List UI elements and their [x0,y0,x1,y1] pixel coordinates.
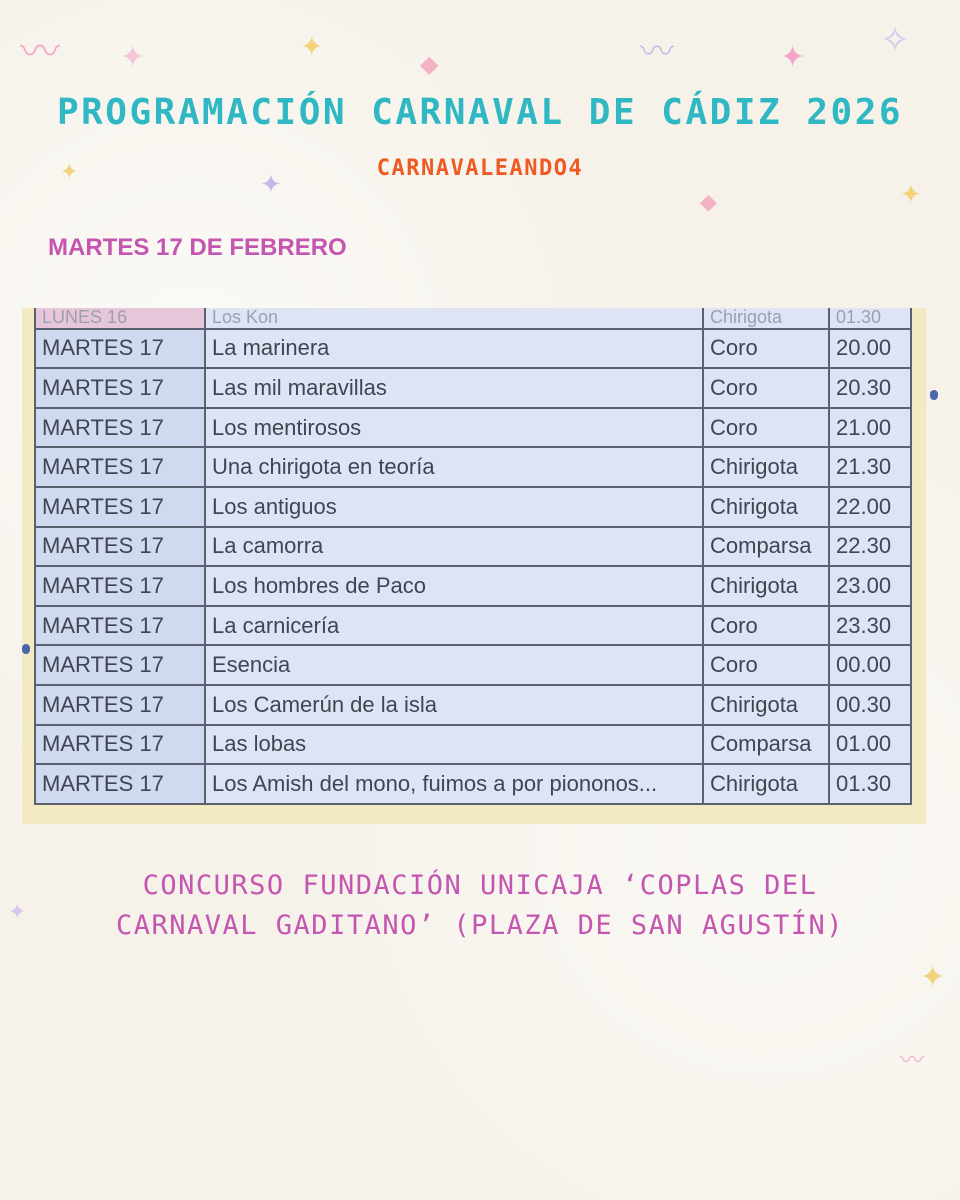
cell-time: 21.00 [829,408,911,448]
table-row [35,447,911,487]
cell-day: MARTES 17 [35,447,205,487]
table-row [35,645,911,685]
confetti-decoration: ✦ [900,180,922,210]
cell-name: Las lobas [205,725,703,765]
confetti-decoration: ◆ [420,50,439,78]
cell-day: MARTES 17 [35,645,205,685]
cell-name: Los Kon [205,308,703,329]
table-row [35,725,911,765]
cell-modality: Coro [703,329,829,369]
cell-day: MARTES 17 [35,566,205,606]
cell-time: 20.00 [829,329,911,369]
cell-modality: Coro [703,408,829,448]
table-row-cropped [35,308,911,329]
footer-caption [0,866,960,946]
cell-name: La camorra [205,527,703,567]
cell-modality: Chirigota [703,764,829,804]
cell-name: Una chirigota en teoría [205,447,703,487]
cell-time: 22.00 [829,487,911,527]
table-row [35,685,911,725]
cell-day: MARTES 17 [35,606,205,646]
confetti-decoration: ✦ [8,900,27,925]
confetti-decoration: ✦ [300,30,324,63]
cell-modality: Chirigota [703,447,829,487]
cell-name: Las mil maravillas [205,368,703,408]
cell-time: 20.30 [829,368,911,408]
cell-name: Los mentirosos [205,408,703,448]
cell-time: 01.30 [829,308,911,329]
table-row [35,566,911,606]
cell-day: MARTES 17 [35,764,205,804]
table-row [35,487,911,527]
cell-name: La carnicería [205,606,703,646]
schedule-table [34,308,912,805]
footer-line-1: CONCURSO FUNDACIÓN UNICAJA ‘COPLAS DEL [142,870,818,901]
cell-time: 01.00 [829,725,911,765]
footer-line-2: CARNAVAL GADITANO’ (PLAZA DE SAN AGUSTÍN) [116,910,844,941]
cell-name: La marinera [205,329,703,369]
cell-time: 21.30 [829,447,911,487]
cell-time: 22.30 [829,527,911,567]
cell-day: MARTES 17 [35,527,205,567]
table-row [35,606,911,646]
cell-modality: Comparsa [703,527,829,567]
cell-name: Los Camerún de la isla [205,685,703,725]
table-row [35,368,911,408]
cell-modality: Chirigota [703,685,829,725]
cell-name: Los antiguos [205,487,703,527]
cell-name: Los Amish del mono, fuimos a por piononos... [205,764,703,804]
cell-day: MARTES 17 [35,329,205,369]
cell-day: MARTES 17 [35,408,205,448]
date-heading: MARTES 17 DE FEBRERO [48,234,347,261]
page-subtitle: CARNAVALEANDO4 [376,156,584,181]
cell-modality: Comparsa [703,725,829,765]
cell-day: LUNES 16 [35,308,205,329]
cell-name: Esencia [205,645,703,685]
cell-day: MARTES 17 [35,685,205,725]
cell-day: MARTES 17 [35,725,205,765]
confetti-decoration: ✦ [780,40,806,75]
cell-day: MARTES 17 [35,368,205,408]
left-edge-marker [22,644,30,654]
cell-time: 01.30 [829,764,911,804]
right-edge-marker [930,390,938,400]
confetti-decoration: ✦ [60,160,79,185]
table-row [35,329,911,369]
confetti-decoration: 〰 [640,32,674,72]
cell-modality: Chirigota [703,566,829,606]
confetti-decoration: ✦ [920,960,946,995]
cell-time: 00.30 [829,685,911,725]
table-row [35,764,911,804]
cell-modality: Chirigota [703,487,829,527]
cell-modality: Coro [703,606,829,646]
cell-modality: Coro [703,645,829,685]
confetti-decoration: ✦ [260,170,282,200]
table-row [35,527,911,567]
cell-name: Los hombres de Paco [205,566,703,606]
page-title: PROGRAMACIÓN CARNAVAL DE CÁDIZ 2026 [56,92,904,133]
cell-time: 00.00 [829,645,911,685]
cell-time: 23.00 [829,566,911,606]
confetti-decoration: ✦ [120,40,146,75]
confetti-decoration: ✧ [880,20,911,61]
confetti-decoration: ◆ [700,190,717,215]
cell-time: 23.30 [829,606,911,646]
confetti-decoration: 〰 [20,29,60,75]
cell-modality: Coro [703,368,829,408]
cell-modality: Chirigota [703,308,829,329]
confetti-decoration: 〰 [900,1046,924,1074]
table-row [35,408,911,448]
cell-day: MARTES 17 [35,487,205,527]
schedule-table-photo [22,308,926,824]
